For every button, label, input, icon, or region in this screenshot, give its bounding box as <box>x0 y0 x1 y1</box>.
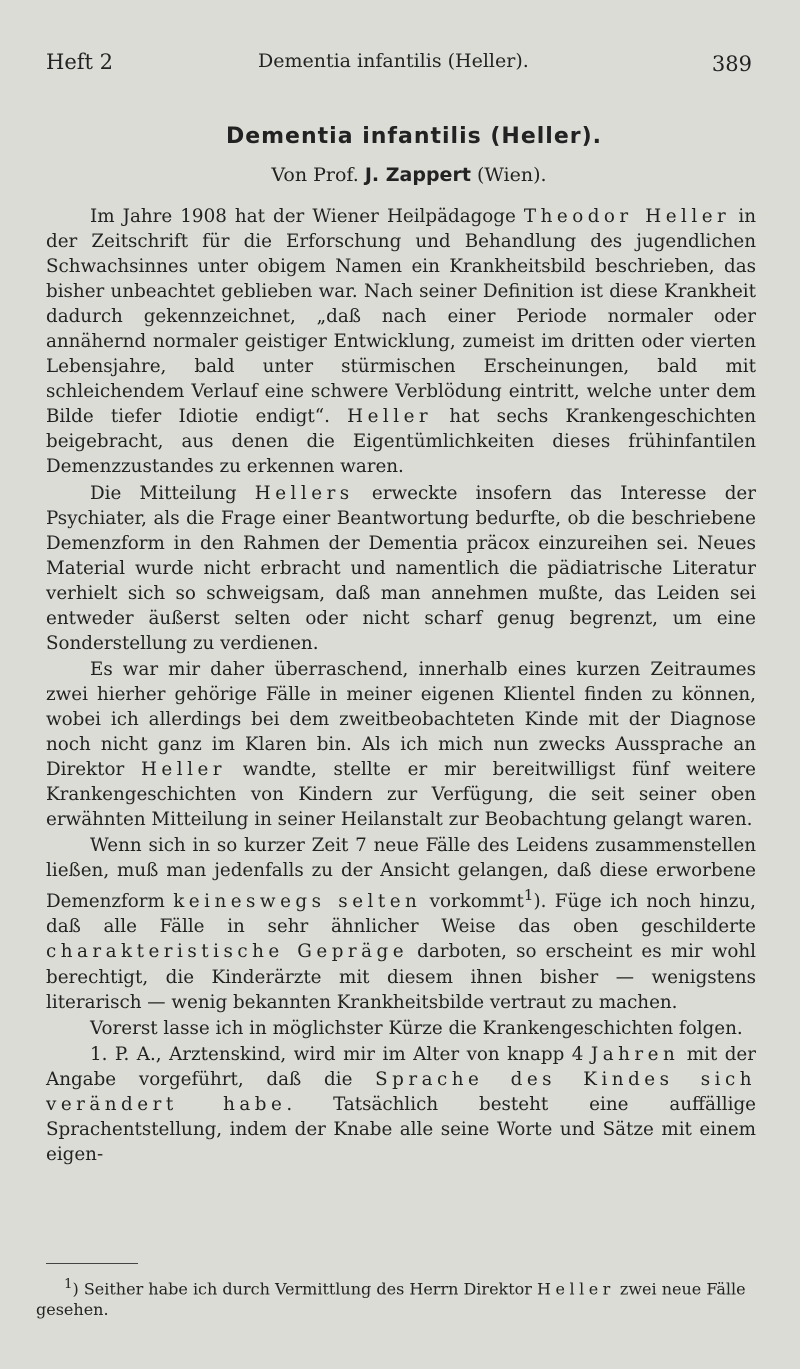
spaced-emphasis: Sprache des Kindes sich verändert habe <box>46 1068 756 1115</box>
spaced-name: Heller <box>347 406 433 428</box>
article-body <box>46 204 756 1168</box>
issue-label: Heft 2 <box>46 50 113 74</box>
text-run: erweckte insofern das Interesse der Psychiater, als die Frage einer Beantwortung bedurfte, ob die beschriebene Demenzform in den Rahmen der Dementia präcox einzureihen sei. Neues Material wurde nicht erbracht und namentlich die pädiatrische Literatur verhielt sich so schweigsam, daß man annehmen mußte, das Leiden sei entweder äußerst selten oder nicht scharf genug begrenzt, um eine Sonderstellung zu verdienen. <box>46 482 756 654</box>
paragraph-5: Vorerst lasse ich in möglichster Kürze die Krankengeschichten folgen. <box>90 1017 743 1039</box>
spaced-emphasis: keineswegs selten <box>173 891 422 913</box>
text-run: Wenn sich in so kurzer Zeit 7 neue Fälle des Leidens zusammenstellen ließen, muß man jedenfalls zu der Ansicht gelangen, daß diese erworbene Demenzform <box>46 835 756 913</box>
article-title: Dementia infantilis (Heller). <box>225 124 603 149</box>
footnote-marker: 1 <box>64 1277 73 1292</box>
footnote <box>36 1274 752 1320</box>
byline <box>0 164 800 186</box>
text-run: ) Seither habe ich durch Vermittlung des Herrn Direktor <box>72 1279 538 1299</box>
text-run: wandte, stellte er mir bereitwilligst fünf weitere Krankengeschichten von Kindern zur Verfügung, die seit seiner oben erwähnten Mitteilung in seiner Heilanstalt zur Beobachtung gelangt waren. <box>46 759 756 831</box>
spaced-name: Hellers <box>254 482 354 504</box>
spaced-name: Heller <box>140 759 226 781</box>
paragraph-1 <box>46 204 756 480</box>
paragraph-4 <box>46 833 756 1014</box>
text-run: zwei neue Fälle gesehen. <box>36 1279 746 1320</box>
page-number: 389 <box>711 52 752 76</box>
author-affiliation: (Wien). <box>476 164 547 186</box>
text-run: Es war mir daher überraschend, innerhalb eines kurzen Zeitraumes zwei hierher gehörige Fälle in meiner eigenen Klientel finden zu können, wobei ich allerdings bei dem zweitbeobachteten Kinde mit der Diagnose noch nicht ganz im Klaren bin. Als ich mich nun zwecks Aussprache an Direktor <box>46 658 756 781</box>
paragraph-2 <box>46 481 756 656</box>
paragraph-3 <box>46 657 756 832</box>
text-run: hat sechs Krankengeschichten beigebracht, aus denen die Eigentümlichkeiten dieses frühinfantilen Demenzzustandes zu erkennen waren. <box>46 406 756 478</box>
text-run: mit der Angabe vorgeführt, daß die <box>46 1043 756 1090</box>
footnote-reference[interactable]: 1 <box>523 886 534 905</box>
spaced-emphasis: Jahren <box>590 1043 680 1065</box>
author-name: J. Zappert <box>364 164 471 186</box>
text-run: vorkommt <box>421 891 524 913</box>
byline-prefix: Von Prof. <box>271 164 359 186</box>
running-head <box>46 50 752 80</box>
spaced-name: Theodor Heller <box>523 206 731 227</box>
running-title: Dementia infantilis (Heller). <box>258 50 529 72</box>
paragraph-6 <box>46 1042 756 1167</box>
text-run: in der Zeitschrift für die Erforschung und Behandlung des jugendlichen Schwachsinnes unter obigem Namen ein Krankheitsbild beschrieben, das bisher unbeachtet geblieben war. Nach seiner Definition ist diese Krankheit dadurch gekennzeichnet, „daß nach einer Periode normaler oder annähernd normaler geistiger Entwicklung, zumeist im dritten oder vierten Lebensjahre, bald unter stürmischen Erscheinungen, bald mit schleichendem Verlauf eine schwere Verblödung eintritt, welche unter dem Bilde tiefer Idiotie endigt“. <box>46 206 756 428</box>
text-run: darboten, so erscheint es mir wohl berechtigt, die Kinderärzte mit diesem ihnen bisher — wenigstens literarisch — wenig bekannten Krankheitsbilde vertraut zu machen. <box>46 941 756 1013</box>
footnote-divider <box>46 1263 138 1264</box>
text-run: Die Mitteilung <box>90 482 255 504</box>
text-run: 1. P. A., Arztenskind, wird mir im Alter von knapp 4 <box>90 1043 591 1065</box>
spaced-emphasis: charakteristische Gepräge <box>46 941 409 963</box>
text-run: . Tatsächlich besteht eine auffällige Sprachentstellung, indem der Knabe alle seine Worte und Sätze mit einem eigen- <box>46 1093 756 1165</box>
text-run: ). Füge ich noch hinzu, daß alle Fälle in sehr ähnlicher Weise das oben geschilderte <box>46 891 756 938</box>
spaced-name: Heller <box>537 1279 615 1299</box>
text-run: Im Jahre 1908 hat der Wiener Heilpädagoge <box>90 206 524 227</box>
